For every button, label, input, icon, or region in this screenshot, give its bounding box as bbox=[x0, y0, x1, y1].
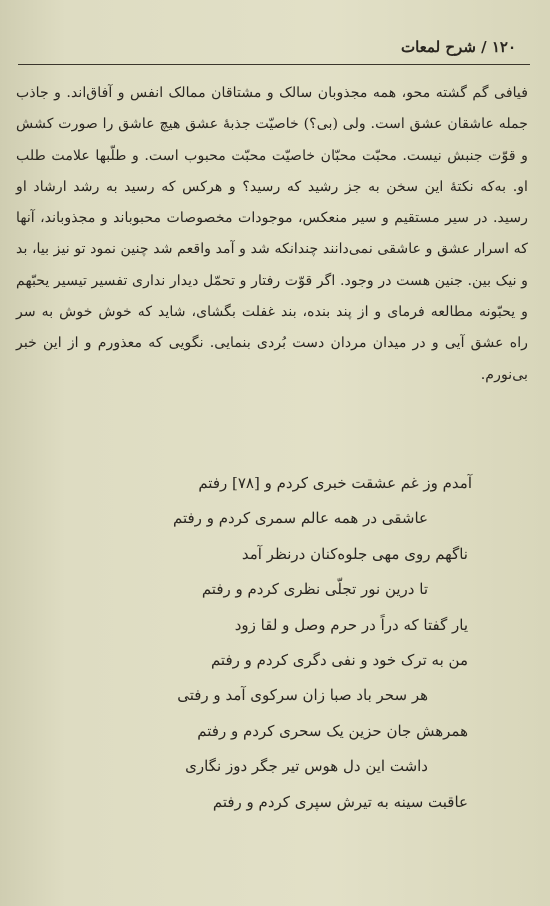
poem-line: هر سحر باد صبا زان سرکوی آمد و رفتی bbox=[177, 686, 428, 705]
poem-line: عاشقی در همه عالم سمری کردم و رفتم bbox=[173, 509, 428, 528]
poem bbox=[28, 466, 520, 820]
running-head: ۱۲۰ / شرح لمعات bbox=[400, 38, 516, 56]
poem-line: تا درین نور تجلّی نظری کردم و رفتم bbox=[201, 580, 428, 599]
prose-body bbox=[16, 78, 528, 391]
poem-line: ناگهم روی مهی جلوه‌کنان درنظر آمد bbox=[241, 544, 468, 563]
prose-paragraph: فیافی گم گشته محو، همه مجذوبان سالک و مشتاقان ممالک انفس و آفاق‌اند. و جاذب جمله عاشقان عشق است. ولی (بی؟) خاصیّت جذبهٔ عشق هیچ عاشق را صورت کشش و قوّت جنبش نیست. محبّت محبّان خاصیّت محبّت محبوب است. و طلّبها علامت طلب او. به‌که نکتهٔ این سخن به جز رشید که رسید؟ و هرکس که رسید به رشد ارشاد او رسید. در سیر مستقیم و سیر منعکس، موجودات مخصوصات محبوباند و مجذوباند، آنها که اسرار عشق و عاشقی نمی‌دانند چندانکه شد و آمد واقعم شد چنین نمود تو نیز بیا، بد و نیک بین. جنین هست در وجود. اگر قوّت رفتار و تحمّل دیدار نداری تفسیر تیسیر یحبّهم و یحبّونه مطالعه فرمای و از پند بنده، بند غفلت بگشای، شاید که خوش خوش به سر راه عشق آیی و در میدان مردان دست بُردی بنمایی. نگویی که معذورم و از این خبر بی‌نورم. bbox=[16, 85, 528, 383]
header-rule bbox=[18, 64, 530, 65]
poem-line: آمدم وز غم عشقت خبری کردم و [۷۸] رفتم bbox=[198, 474, 472, 492]
poem-line: من به ترک خود و نفی دگری کردم و رفتم bbox=[210, 650, 468, 669]
poem-line: یار گفتا که دراً در حرم وصل و لقا زود bbox=[234, 615, 468, 634]
poem-line: عاقبت سینه به تیرش سپری کردم و رفتم bbox=[212, 792, 468, 811]
poem-line: داشت این دل هوس تیر جگر دوز نگاری bbox=[185, 757, 428, 776]
poem-line: همرهش جان حزین یک سحری کردم و رفتم bbox=[197, 721, 468, 740]
